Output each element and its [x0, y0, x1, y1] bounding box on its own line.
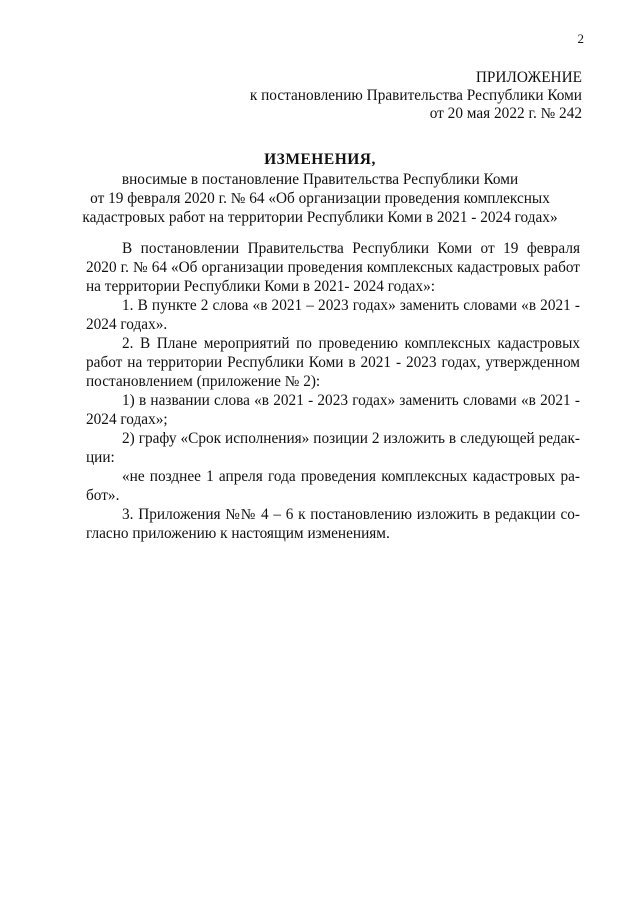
- appendix-line-1: к постановлению Правительства Республики Коми: [249, 87, 582, 104]
- body-line: 1) в названии слова «в 2021 - 2023 годах» заменить словами «в 2021 -: [122, 392, 580, 409]
- appendix-line-2: от 20 мая 2022 г. № 242: [429, 105, 582, 122]
- document-body: [86, 239, 580, 543]
- body-line: 3. Приложения №№ 4 – 6 к постановлению изложить в редакции со-: [122, 506, 580, 523]
- appendix-title: ПРИЛОЖЕНИЕ: [475, 69, 582, 86]
- body-line: работ на территории Республики Коми в 2021 - 2023 годах, утвержденном: [86, 354, 580, 371]
- body-line: 2. В Плане мероприятий по проведению комплексных кадастровых: [122, 335, 580, 352]
- body-line: 2024 годах».: [86, 316, 168, 333]
- document-heading: [60, 150, 580, 227]
- heading-line-3: кадастровых работ на территории Республики Коми в 2021 - 2024 годах»: [82, 209, 558, 226]
- heading-line-2: от 19 февраля 2020 г. № 64 «Об организации проведения комплексных: [90, 190, 550, 207]
- body-line: гласно приложению к настоящим изменениям.: [86, 525, 390, 542]
- body-line: В постановлении Правительства Республики Коми от 19 февраля: [122, 240, 580, 257]
- page-number: 2: [577, 31, 584, 46]
- body-line: «не позднее 1 апреля года проведения комплексных кадастровых ра-: [122, 468, 580, 485]
- body-line: 2024 годах»;: [86, 411, 168, 428]
- body-line: на территории Республики Коми в 2021- 2024 годах»:: [86, 278, 435, 295]
- appendix-header: [250, 69, 582, 123]
- body-line: 1. В пункте 2 слова «в 2021 – 2023 годах» заменить словами «в 2021 -: [122, 297, 580, 314]
- heading-line-1: вносимые в постановление Правительства Республики Коми: [121, 171, 519, 188]
- body-line: постановлением (приложение № 2):: [86, 373, 321, 390]
- body-line: бот».: [86, 487, 120, 504]
- body-line: ции:: [86, 449, 115, 466]
- body-line: 2) графу «Срок исполнения» позиции 2 изложить в следующей редак-: [122, 430, 580, 447]
- body-line: 2020 г. № 64 «Об организации проведения комплексных кадастровых работ: [86, 259, 580, 276]
- heading-title: ИЗМЕНЕНИЯ,: [264, 151, 376, 168]
